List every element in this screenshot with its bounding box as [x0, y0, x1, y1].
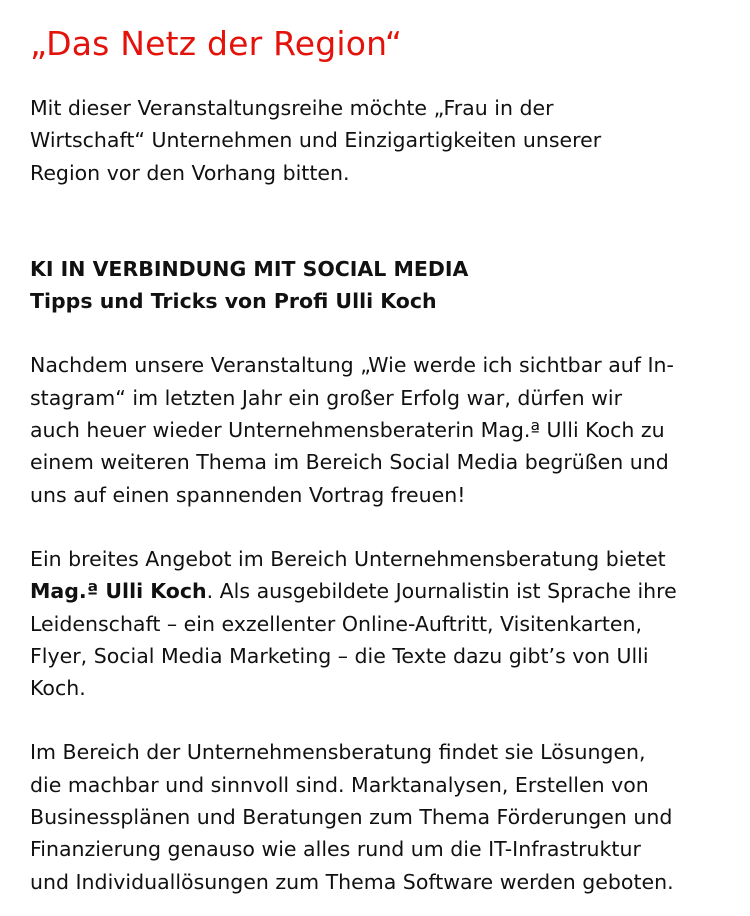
- spacer: [30, 511, 720, 543]
- spacer: [30, 189, 720, 253]
- paragraph-line: stagram“ im letzten Jahr ein großer Erfolg war, dürfen wir: [30, 385, 623, 410]
- section-heading-subtitle: Tipps und Tricks von Profi Ulli Koch: [30, 289, 437, 314]
- page-title: „Das Netz der Region“: [30, 24, 403, 63]
- spacer: [30, 704, 720, 736]
- paragraph-line: Nachdem unsere Veranstaltung „Wie werde ich sichtbar auf In-: [30, 353, 674, 378]
- speaker-name: Mag.ª Ulli Koch: [30, 579, 207, 604]
- paragraph-line: Flyer, Social Media Marketing – die Texte dazu gibt’s von Ulli: [30, 643, 649, 668]
- paragraph-services: [30, 736, 720, 897]
- spacer: [30, 317, 720, 349]
- paragraph-profile: [30, 543, 720, 704]
- paragraph-line: einem weiteren Thema im Bereich Social Media begrüßen und: [30, 450, 669, 475]
- section-heading: [30, 253, 720, 318]
- paragraph-line: die machbar und sinnvoll sind. Marktanalysen, Erstellen von: [30, 772, 649, 797]
- intro-paragraph: [30, 92, 720, 189]
- intro-line: Wirtschaft“ Unternehmen und Einzigartigkeiten unserer: [30, 128, 602, 153]
- intro-line: Region vor den Vorhang bitten.: [30, 160, 350, 185]
- paragraph-line: auch heuer wieder Unternehmensberaterin Mag.ª Ulli Koch zu: [30, 418, 665, 443]
- paragraph-line: Koch.: [30, 676, 86, 701]
- paragraph-line: Im Bereich der Unternehmensberatung findet sie Lösungen,: [30, 740, 646, 765]
- section-heading-title: KI IN VERBINDUNG MIT SOCIAL MEDIA: [30, 256, 469, 281]
- paragraph-text: . Als ausgebildete Journalistin ist Sprache ihre: [206, 579, 677, 604]
- paragraph-line: [30, 575, 720, 607]
- paragraph-line: Businessplänen und Beratungen zum Thema Förderungen und: [30, 805, 673, 830]
- intro-line: Mit dieser Veranstaltungsreihe möchte „Frau in der: [30, 96, 554, 120]
- paragraph-line: Finanzierung genauso wie alles rund um die IT-Infrastruktur: [30, 837, 641, 862]
- paragraph-event: [30, 349, 720, 510]
- paragraph-line: Leidenschaft – ein exzellenter Online-Auftritt, Visitenkarten,: [30, 611, 642, 636]
- paragraph-line: uns auf einen spannenden Vortrag freuen!: [30, 482, 466, 507]
- paragraph-line: und Individuallösungen zum Thema Software werden geboten.: [30, 869, 674, 894]
- paragraph-line: Ein breites Angebot im Bereich Unternehmensberatung bietet: [30, 546, 666, 571]
